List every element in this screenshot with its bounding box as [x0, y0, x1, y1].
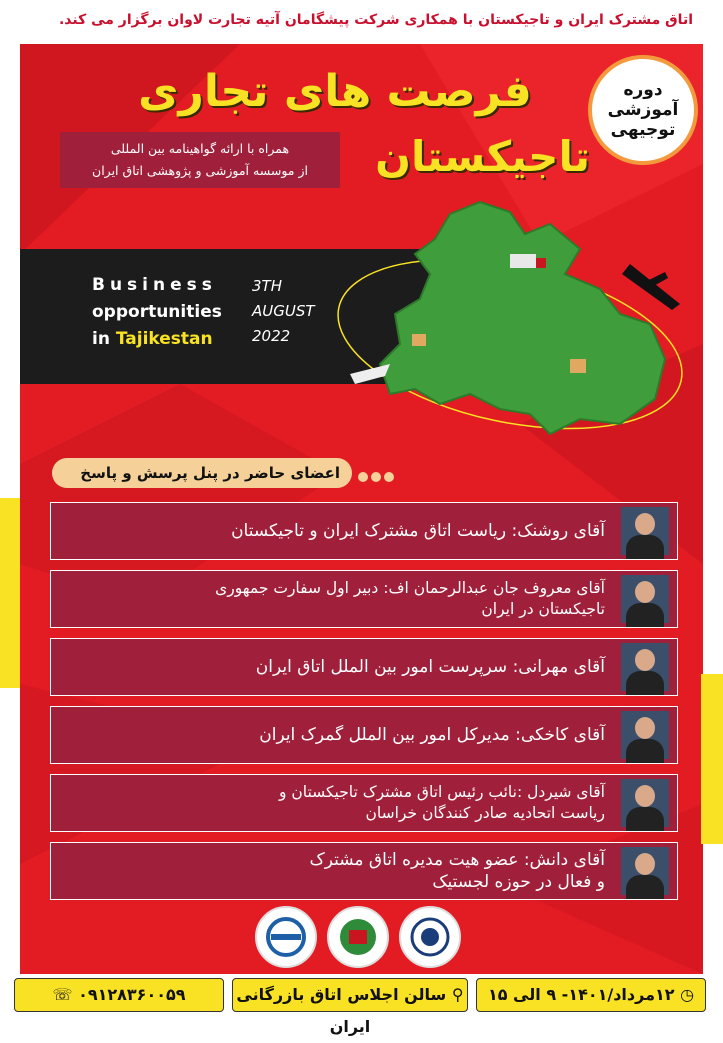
member-text: [65, 775, 605, 831]
member-photo: [621, 847, 669, 895]
english-country: Tajikestan: [115, 329, 213, 349]
badge-line-2: آموزشی: [607, 100, 679, 120]
member-text: [65, 571, 605, 627]
english-date-year: 2022: [252, 327, 291, 345]
member-row: [50, 774, 678, 832]
member-row: [50, 570, 678, 628]
certificate-line-1: همراه با ارائه گواهینامه بین المللی: [110, 141, 290, 156]
course-badge: [592, 59, 694, 161]
member-photo: [621, 779, 669, 827]
badge-line-3: توجیهی: [610, 120, 676, 140]
english-line-1: Business: [92, 275, 217, 295]
member-line-2: و فعال در حوزه لجستیک: [432, 872, 605, 892]
phone-icon: ☏: [52, 985, 73, 1004]
english-line-3-prefix: in: [92, 329, 116, 349]
english-title: [92, 272, 222, 353]
english-line-3: [92, 326, 222, 353]
sponsor-logos: [255, 906, 465, 970]
member-line-1: آقای معروف جان عبدالرحمان اف: دبیر اول سفارت جمهوری: [215, 579, 605, 597]
member-line-1: آقای روشنک: ریاست اتاق مشترک ایران و تاجیکستان: [231, 521, 605, 541]
member-line-1: آقای دانش: عضو هیت مدیره اتاق مشترک: [309, 850, 605, 870]
footer-date: [476, 978, 706, 1012]
dot-2: [371, 472, 381, 482]
member-photo: [621, 575, 669, 623]
certificate-note: [60, 132, 340, 188]
sponsor-logo-lavan: [255, 906, 317, 968]
member-photo: [621, 643, 669, 691]
member-line-1: آقای مهرانی: سرپرست امور بین الملل اتاق ایران: [255, 657, 605, 677]
footer-phone-text: ۰۹۱۲۸۳۶۰۰۵۹: [78, 985, 186, 1004]
footer-location-text: سالن اجلاس اتاق بازرگانی ایران: [236, 985, 447, 1036]
box-icon-1: [412, 334, 426, 346]
member-row: [50, 706, 678, 764]
box-icon-2: [570, 359, 586, 373]
map-shape: [380, 202, 665, 434]
certificate-line-2: از موسسه آموزشی و پژوهشی اتاق ایران: [92, 163, 308, 178]
footer-location: [232, 978, 468, 1036]
main-panel: [20, 44, 703, 974]
member-row: [50, 842, 678, 900]
english-date: [252, 274, 315, 349]
logo-emblem: [401, 908, 459, 966]
member-text: [65, 639, 605, 695]
english-line-2: opportunities: [92, 302, 222, 322]
header-dots: [358, 467, 397, 486]
member-photo: [621, 507, 669, 555]
badge-line-1: دوره: [623, 80, 663, 100]
dot-1: [358, 472, 368, 482]
footer-phone[interactable]: [14, 978, 224, 1012]
airplane-icon: [622, 264, 680, 310]
location-pin-icon: ⚲: [451, 985, 464, 1004]
right-yellow-strip: [701, 674, 723, 844]
member-photo: [621, 711, 669, 759]
member-line-2: ریاست اتحادیه صادر کنندگان خراسان: [365, 804, 605, 822]
member-row: [50, 502, 678, 560]
footer-date-text: ۱۲مرداد/۱۴۰۱- ۹ الی ۱۵: [487, 985, 675, 1004]
english-date-month: AUGUST: [252, 302, 315, 320]
logo-emblem: [257, 908, 315, 966]
member-line-1: آقای شیردل :نائب رئیس اتاق مشترک تاجیکستان و: [278, 783, 605, 801]
tajikistan-map: [320, 194, 703, 454]
clock-icon: ◷: [680, 985, 695, 1004]
member-text: [65, 707, 605, 763]
member-text: [65, 503, 605, 559]
logo-emblem: [329, 908, 387, 966]
dot-3: [384, 472, 394, 482]
panel-header: اعضای حاضر در پنل پرسش و پاسخ: [52, 458, 352, 488]
member-line-1: آقای کاخکی: مدیرکل امور بین الملل گمرک ایران: [259, 725, 605, 745]
title-country: تاجیکستان: [375, 132, 590, 181]
organizer-note: اتاق مشترک ایران و تاجیکستان با همکاری شرکت پیشگامان آتیه تجارت لاوان برگزار می کند.: [58, 12, 693, 28]
member-line-2: تاجیکستان در ایران: [481, 600, 605, 618]
member-row: [50, 638, 678, 696]
member-text: [65, 843, 605, 899]
page-title: فرصت های تجاری: [138, 66, 532, 117]
sponsor-logo-joint-chamber: [327, 906, 389, 968]
english-date-day: 3TH: [252, 277, 282, 295]
sponsor-logo-iran-chamber: [399, 906, 461, 968]
